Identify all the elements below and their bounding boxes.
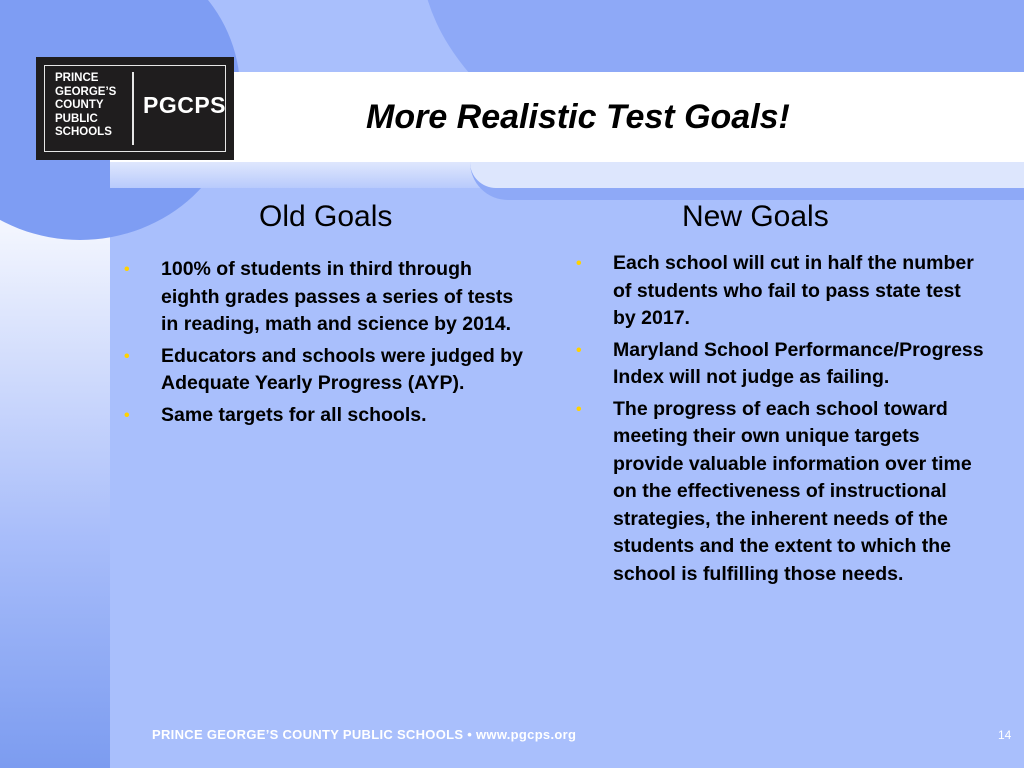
bullet-icon: • bbox=[576, 341, 582, 359]
list-item bbox=[576, 396, 986, 589]
list-item-text: 100% of students in third through eighth grades passes a series of tests in reading, math and science by 2014. bbox=[161, 258, 514, 335]
logo-district-name bbox=[55, 72, 116, 140]
title-band-curve-inner bbox=[470, 162, 1024, 188]
bullet-icon: • bbox=[124, 406, 130, 424]
list-item-text: Each school will cut in half the number of students who fail to pass state test by 2017. bbox=[613, 252, 974, 329]
pgcps-logo bbox=[36, 57, 234, 160]
list-item-text: Educators and schools were judged by Adequate Yearly Progress (AYP). bbox=[161, 344, 523, 394]
list-item bbox=[576, 337, 986, 392]
logo-line: COUNTY bbox=[55, 99, 104, 111]
logo-acronym: PGCPS bbox=[143, 92, 227, 118]
new-goals-heading: New Goals bbox=[682, 200, 829, 233]
logo-divider bbox=[132, 72, 134, 145]
list-item-text: Same targets for all schools. bbox=[161, 403, 427, 426]
logo-line: PUBLIC bbox=[55, 112, 98, 125]
logo-line: GEORGE’S bbox=[55, 85, 117, 98]
list-item-text: Maryland School Performance/Progress Index will not judge as failing. bbox=[613, 338, 984, 388]
logo-line: SCHOOLS bbox=[55, 126, 112, 138]
logo-line: PRINCE bbox=[55, 72, 99, 84]
list-item-text: The progress of each school toward meeting their own unique targets provide valuable information over time on the effectiveness of instructional strategies, the inherent needs of the students and the extent to which the school is fulfilling those needs. bbox=[613, 397, 972, 585]
slide-title: More Realistic Test Goals! bbox=[366, 98, 790, 136]
list-item bbox=[124, 256, 524, 339]
list-item bbox=[576, 250, 986, 333]
list-item bbox=[124, 402, 524, 430]
list-item bbox=[124, 343, 524, 398]
logo-frame bbox=[44, 65, 226, 152]
bullet-icon: • bbox=[576, 255, 582, 272]
bullet-icon: • bbox=[124, 347, 130, 365]
page-number: 14 bbox=[998, 728, 1012, 742]
bullet-icon: • bbox=[124, 261, 130, 278]
new-goals-list bbox=[576, 250, 986, 592]
bullet-icon: • bbox=[576, 400, 582, 418]
old-goals-heading: Old Goals bbox=[259, 200, 393, 233]
slide-footer: PRINCE GEORGE’S COUNTY PUBLIC SCHOOLS • www.pgcps.org bbox=[152, 727, 577, 742]
old-goals-list bbox=[124, 256, 524, 433]
